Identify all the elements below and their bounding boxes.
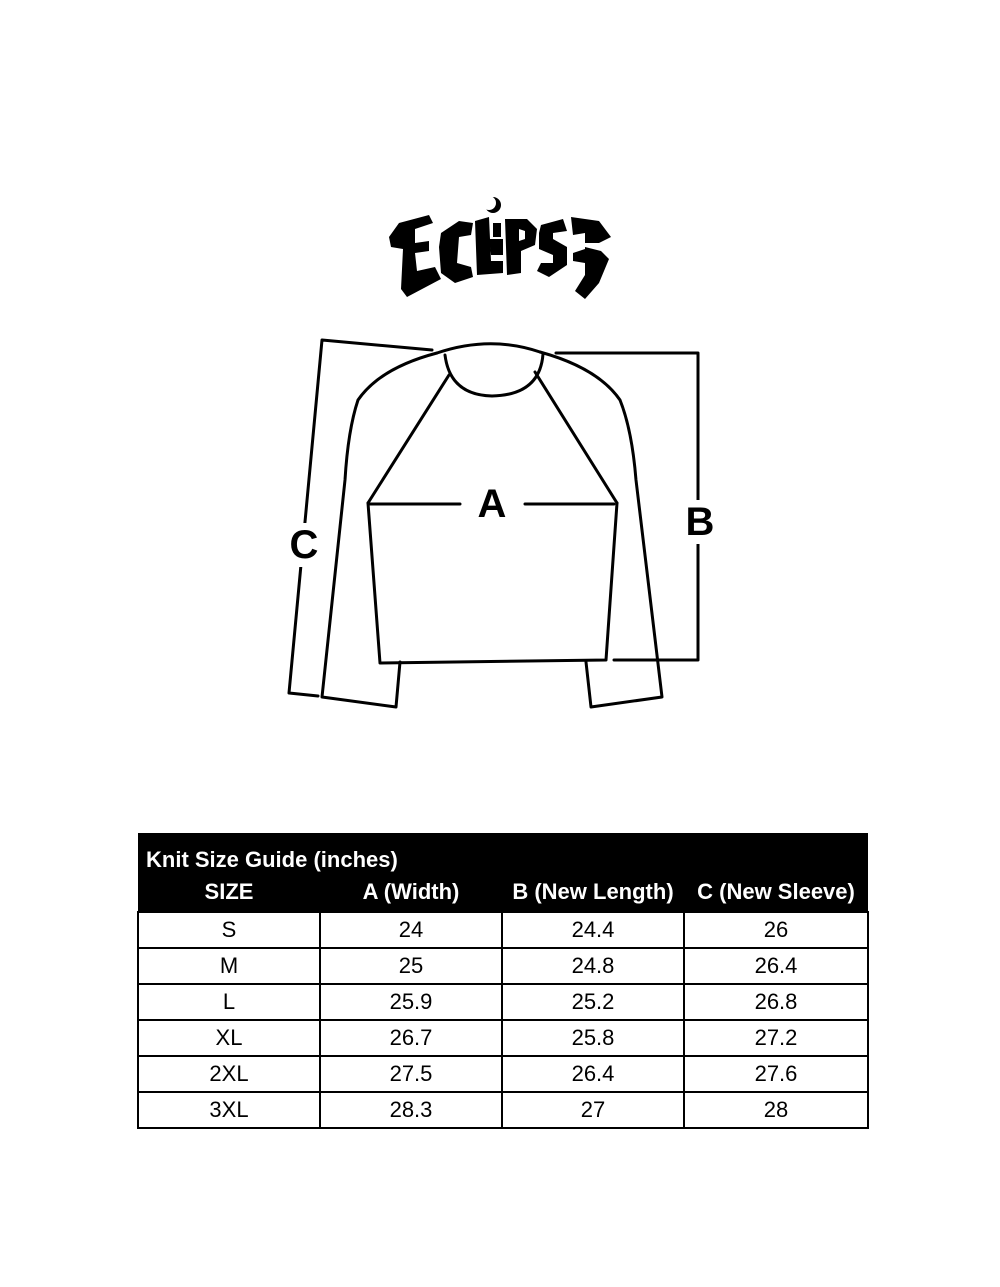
table-row bbox=[138, 1056, 868, 1092]
brand-logo bbox=[385, 193, 615, 305]
size-guide-table bbox=[137, 833, 869, 1129]
cell-size: XL bbox=[138, 1020, 320, 1056]
cell-sleeve: 28 bbox=[684, 1092, 868, 1128]
cell-size: 3XL bbox=[138, 1092, 320, 1128]
table-row bbox=[138, 984, 868, 1020]
crescent-moon-icon bbox=[482, 196, 501, 213]
column-header-size: SIZE bbox=[138, 873, 320, 912]
cell-length: 26.4 bbox=[502, 1056, 684, 1092]
cell-width: 25.9 bbox=[320, 984, 502, 1020]
cell-width: 27.5 bbox=[320, 1056, 502, 1092]
cell-sleeve: 26 bbox=[684, 912, 868, 948]
cell-width: 28.3 bbox=[320, 1092, 502, 1128]
cell-width: 25 bbox=[320, 948, 502, 984]
dimension-label-c: C bbox=[289, 523, 319, 567]
table-row bbox=[138, 1092, 868, 1128]
dimension-label-b: B bbox=[685, 500, 715, 544]
cell-length: 25.2 bbox=[502, 984, 684, 1020]
table-row bbox=[138, 912, 868, 948]
raglan-sweater-outline bbox=[280, 330, 720, 720]
dimension-label-a: A bbox=[477, 482, 507, 526]
cell-width: 26.7 bbox=[320, 1020, 502, 1056]
cell-size: 2XL bbox=[138, 1056, 320, 1092]
table-row bbox=[138, 1020, 868, 1056]
cell-sleeve: 26.4 bbox=[684, 948, 868, 984]
eclipse-logo-graphic bbox=[385, 193, 615, 305]
logo-text: ECLIPSE bbox=[497, 303, 503, 304]
table-caption-row bbox=[138, 833, 868, 873]
column-header-sleeve: C (New Sleeve) bbox=[684, 873, 868, 912]
cell-sleeve: 26.8 bbox=[684, 984, 868, 1020]
column-header-length: B (New Length) bbox=[502, 873, 684, 912]
column-header-width: A (Width) bbox=[320, 873, 502, 912]
table-title: Knit Size Guide (inches) bbox=[138, 833, 868, 873]
cell-sleeve: 27.2 bbox=[684, 1020, 868, 1056]
table-row bbox=[138, 948, 868, 984]
cell-size: M bbox=[138, 948, 320, 984]
table-header-row bbox=[138, 873, 868, 912]
cell-length: 27 bbox=[502, 1092, 684, 1128]
cell-size: L bbox=[138, 984, 320, 1020]
cell-length: 24.8 bbox=[502, 948, 684, 984]
cell-length: 25.8 bbox=[502, 1020, 684, 1056]
cell-width: 24 bbox=[320, 912, 502, 948]
garment-diagram bbox=[280, 330, 720, 720]
cell-sleeve: 27.6 bbox=[684, 1056, 868, 1092]
cell-size: S bbox=[138, 912, 320, 948]
cell-length: 24.4 bbox=[502, 912, 684, 948]
